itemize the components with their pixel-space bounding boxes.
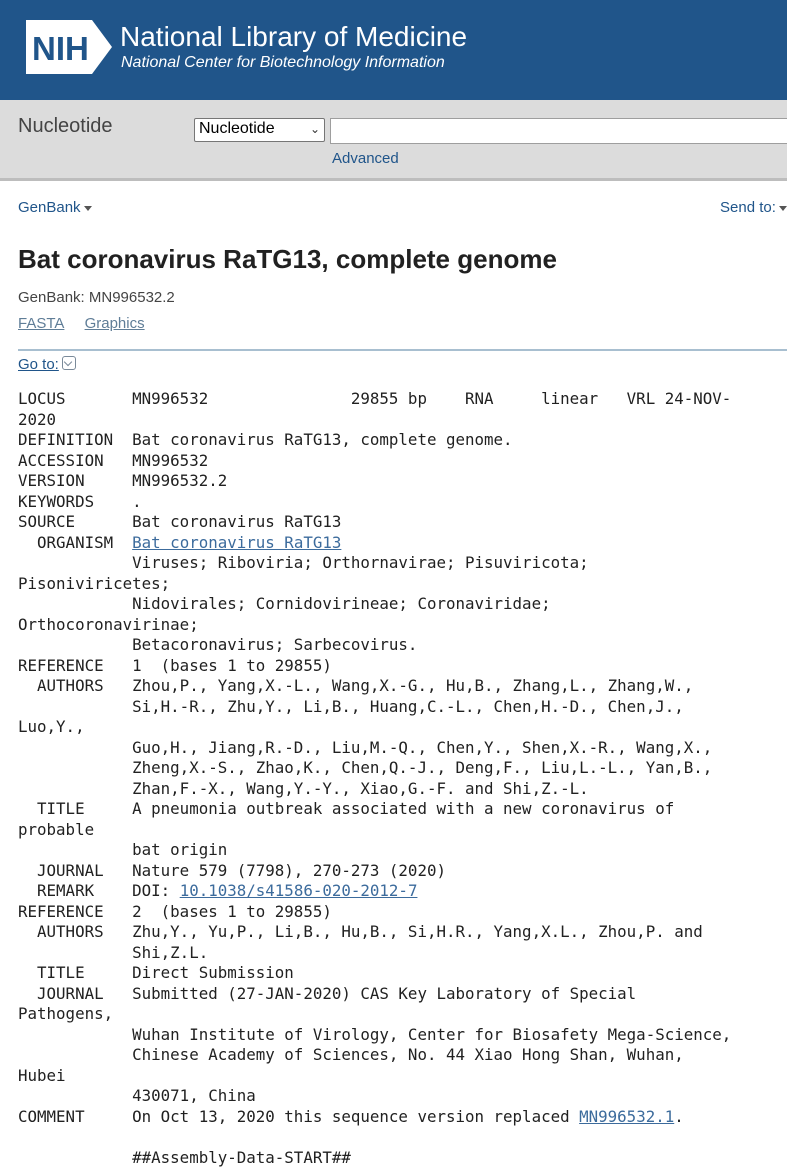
format-menu-label: GenBank [18, 199, 81, 216]
flatfile-line: DEFINITION Bat coronavirus RaTG13, complete genome. [18, 430, 513, 449]
database-name: Nucleotide [18, 115, 113, 137]
flatfile-line-text: COMMENT On Oct 13, 2020 this sequence version replaced [18, 1106, 580, 1126]
flatfile-line: TITLE Direct Submission [18, 963, 294, 982]
flatfile-line: Nidovirales; Cornidovirineae; Coronaviridae; [18, 594, 551, 613]
flatfile-line [18, 881, 417, 900]
database-select[interactable] [194, 118, 325, 142]
flatfile-line: Si,H.-R., Zhu,Y., Li,B., Huang,C.-L., Chen,H.-D., Chen,J., [18, 696, 684, 716]
send-to-label: Send to: [720, 199, 776, 216]
goto-menu[interactable] [18, 356, 76, 373]
view-links [18, 315, 161, 332]
flatfile-line: ACCESSION MN996532 [18, 450, 209, 470]
flatfile-line: LOCUS MN996532 29855 bp RNA linear VRL 24-NOV- [18, 389, 732, 408]
nlm-header [0, 0, 787, 100]
flatfile-line-text: REMARK DOI: [18, 881, 180, 900]
flatfile-line-text: ORGANISM [18, 532, 133, 552]
flatfile-line: 2020 [18, 409, 57, 429]
accession-line: GenBank: MN996532.2 [18, 289, 175, 306]
flatfile-line: Shi,Z.L. [18, 942, 209, 962]
flatfile-line: Guo,H., Jiang,R.-D., Liu,M.-Q., Chen,Y., Shen,X.-R., Wang,X., [18, 737, 713, 757]
flatfile-link[interactable]: Bat coronavirus RaTG13 [132, 532, 342, 552]
genbank-flatfile [18, 389, 731, 1168]
flatfile-line: Hubei [18, 1065, 66, 1085]
flatfile-line: Chinese Academy of Sciences, No. 44 Xiao Hong Shan, Wuhan, [18, 1045, 684, 1064]
flatfile-line: VERSION MN996532.2 [18, 471, 228, 490]
flatfile-line: probable [18, 819, 95, 839]
database-select-value: Nucleotide [199, 120, 275, 137]
site-title[interactable]: National Library of Medicine [120, 21, 468, 52]
advanced-search-link[interactable]: Advanced [332, 150, 399, 167]
flatfile-line: Pisoniviricetes; [18, 573, 171, 593]
flatfile-line: JOURNAL Nature 579 (7798), 270-273 (2020) [18, 860, 446, 880]
flatfile-line: Pathogens, [18, 1004, 114, 1023]
caret-down-icon [84, 206, 92, 211]
caret-down-icon [779, 206, 787, 211]
flatfile-line: TITLE A pneumonia outbreak associated with a new coronavirus of [18, 799, 675, 818]
flatfile-line: JOURNAL Submitted (27-JAN-2020) CAS Key Laboratory of Special [18, 983, 637, 1003]
site-subtitle[interactable]: National Center for Biotechnology Information [121, 54, 445, 71]
search-input[interactable] [330, 118, 787, 144]
svg-text:NIH: NIH [32, 30, 89, 67]
flatfile-line: ##Assembly-Data-START## [18, 1147, 351, 1167]
flatfile-line: Viruses; Riboviria; Orthornavirae; Pisuviricota; [18, 553, 589, 572]
divider [18, 349, 787, 351]
flatfile-line: Luo,Y., [18, 717, 85, 736]
flatfile-link[interactable]: MN996532.1 [579, 1106, 675, 1126]
nih-logo-icon[interactable] [26, 20, 112, 74]
flatfile-line: Wuhan Institute of Virology, Center for Biosafety Mega-Science, [18, 1024, 732, 1044]
chevron-down-icon: ⌄ [309, 122, 320, 136]
flatfile-line: bat origin [18, 840, 228, 859]
flatfile-line: AUTHORS Zhou,P., Yang,X.-L., Wang,X.-G., Hu,B., Zhang,L., Zhang,W., [18, 676, 694, 695]
flatfile-line: REFERENCE 2 (bases 1 to 29855) [18, 901, 332, 921]
flatfile-line: 430071, China [18, 1086, 256, 1105]
page-title: Bat coronavirus RaTG13, complete genome [18, 244, 557, 274]
flatfile-line: AUTHORS Zhu,Y., Yu,P., Li,B., Hu,B., Si,H.R., Yang,X.L., Zhou,P. and [18, 922, 703, 941]
flatfile-line: SOURCE Bat coronavirus RaTG13 [18, 512, 342, 531]
graphics-link[interactable]: Graphics [84, 315, 145, 332]
send-to-menu[interactable] [720, 199, 787, 216]
flatfile-line: Betacoronavirus; Sarbecovirus. [18, 635, 418, 654]
flatfile-line: Zheng,X.-S., Zhao,K., Chen,Q.-J., Deng,F., Liu,L.-L., Yan,B., [18, 758, 713, 777]
flatfile-line: Orthocoronavirinae; [18, 614, 199, 634]
flatfile-line [18, 533, 341, 552]
fasta-link[interactable]: FASTA [18, 315, 65, 332]
flatfile-line: Zhan,F.-X., Wang,Y.-Y., Xiao,G.-F. and Shi,Z.-L. [18, 778, 589, 798]
flatfile-line: KEYWORDS . [18, 491, 142, 511]
format-menu[interactable] [18, 199, 92, 216]
search-bar [0, 100, 787, 181]
chevron-down-icon [62, 356, 76, 370]
flatfile-link[interactable]: 10.1038/s41586-020-2012-7 [179, 881, 418, 900]
flatfile-line-text: . [674, 1106, 684, 1126]
goto-label: Go to: [18, 356, 59, 373]
flatfile-line: REFERENCE 1 (bases 1 to 29855) [18, 655, 332, 675]
flatfile-line [18, 1107, 684, 1126]
